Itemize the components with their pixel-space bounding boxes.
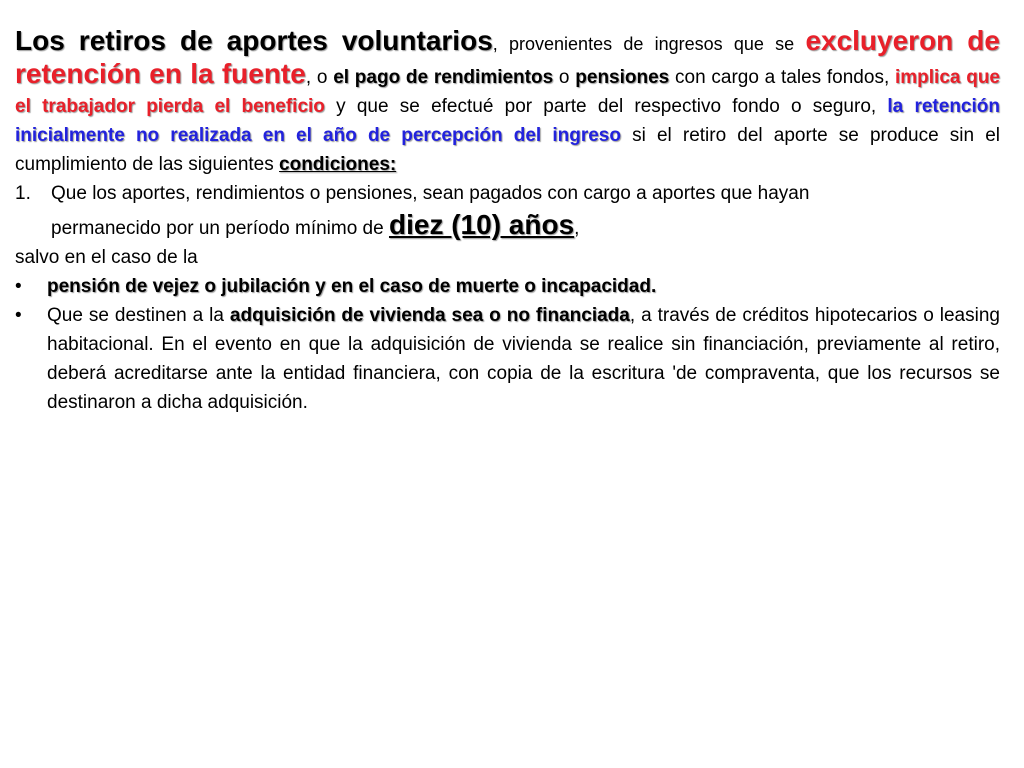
numbered-condition-1 [15, 179, 1000, 243]
intro-highlight-beneficio: implica que el trabajador pierda el beneficio [15, 67, 1000, 117]
bullet-pension-text: pensión de vejez o jubilación y en el caso de muerte o incapacidad. [47, 276, 657, 297]
condition-1-line-2-text: permanecido por un período mínimo de [51, 218, 389, 239]
intro-text-3: o [553, 67, 576, 88]
intro-conditions-label: condiciones: [279, 154, 397, 175]
bullet-vivienda-text-1: Que se destinen a la [47, 305, 230, 326]
slide-content [15, 26, 1000, 417]
intro-text-4: con cargo a tales fondos, [669, 67, 895, 88]
bullet-item-vivienda [15, 301, 1000, 417]
intro-text-5: y que se efectué por parte del respectivo fondo o seguro, [324, 96, 888, 117]
intro-text-1: , provenientes de ingresos que se [492, 34, 806, 54]
bullet-marker: • [15, 276, 22, 297]
intro-text-2: , o [305, 67, 334, 88]
intro-highlight-rendimientos: el pago de rendimientos [333, 67, 554, 88]
intro-highlight-exclusion: excluyeron de retención en la fuente [15, 25, 1000, 89]
condition-1-line-1: Que los aportes, rendimientos o pensiones, sean pagados con cargo a aportes que hayan [51, 183, 810, 204]
list-number: 1. [15, 183, 31, 204]
condition-1-period: diez (10) años [388, 209, 575, 240]
intro-highlight-retencion: la retención inicialmente no realizada en el año de percepción del ingreso [15, 96, 1000, 146]
intro-heading: Los retiros de aportes voluntarios [15, 25, 493, 56]
exception-intro: salvo en el caso de la [15, 247, 198, 268]
bullet-marker: • [15, 305, 22, 326]
intro-paragraph [15, 26, 1000, 179]
condition-1-line-2 [51, 210, 1000, 243]
intro-text-6: si el retiro del aporte se produce sin el cumplimiento de las siguientes [15, 125, 1000, 175]
bullet-vivienda-text-2: , a través de créditos hipotecarios o leasing habitacional. En el evento en que la adquisición de vivienda se realice sin financiación, previamente al retiro, deberá acreditarse ante la entidad financiera, con copia de la escritura 'de compraventa, que los recursos se destinaron a dicha adquisición. [47, 305, 1000, 413]
bullet-vivienda-highlight: adquisición de vivienda sea o no financiada [229, 305, 630, 326]
condition-1-comma: , [574, 218, 580, 239]
numbered-condition-text [51, 179, 1000, 243]
intro-highlight-pensiones: pensiones [575, 67, 670, 88]
bullet-vivienda-text [47, 301, 1000, 417]
bullet-item-pension [15, 272, 1000, 301]
